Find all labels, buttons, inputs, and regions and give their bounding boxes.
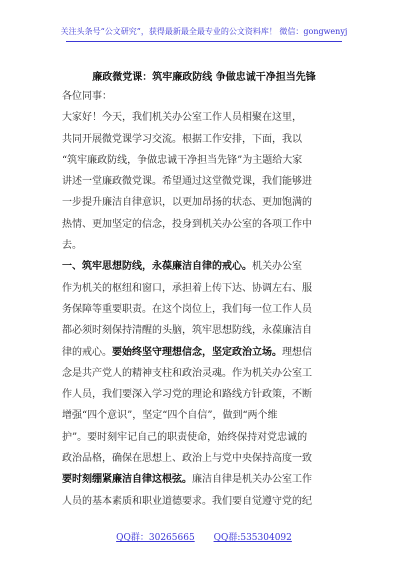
emphasis-text: 要时刻绷紧廉洁自律这根弦。: [62, 474, 192, 486]
line-text: 人员的基本素质和职业道德要求。我们要自觉遵守党的纪: [62, 495, 312, 507]
line-text: 作人员，我们要深入学习党的理论和路线方针政策，不断: [62, 389, 312, 401]
body-line: [62, 192, 348, 213]
emphasis-text: 要始终坚守理想信念，坚定政治立场。: [112, 346, 282, 358]
body-line: [62, 171, 348, 192]
body-line: [62, 150, 348, 171]
line-text: 务保障等重要职责。在这个岗位上，我们每一位工作人员: [62, 303, 312, 315]
promo-divider: [66, 41, 342, 42]
line-text: 都必须时刻保持清醒的头脑，筑牢思想防线，永葆廉洁自: [62, 325, 312, 337]
body-line: [62, 107, 348, 128]
body-line: [62, 278, 348, 299]
line-text: 共同开展微党课学习交流。根据工作安排，下面，我以: [62, 133, 302, 145]
line-text: 一步提升廉洁自律意识，以更加昂扬的状态、更加饱满的: [62, 197, 312, 209]
body-line: [62, 491, 348, 512]
line-text: 作为机关的枢纽和窗口，承担着上传下达、协调左右、服: [62, 282, 312, 294]
body-line: [62, 427, 348, 448]
emphasis-text: 一、筑牢思想防线，永葆廉洁自律的戒心。: [62, 261, 252, 273]
qq-group-link-1[interactable]: QQ群：30265665: [116, 533, 195, 543]
document-title: 廉政微党课：筑牢廉政防线 争做忠诚干净担当先锋: [92, 72, 316, 83]
body-line: [62, 129, 348, 150]
line-text: “筑牢廉政防线，争做忠诚干净担当先锋”为主题给大家: [62, 154, 303, 166]
line-text: 热情、更加坚定的信念，投身到机关办公室的各项工作中: [62, 218, 312, 230]
promo-link[interactable]: 关注头条号“公文研究”，获得最新最全最专业的公文资料库！ 微信：gongwenyj: [60, 27, 348, 36]
body-line: [62, 342, 348, 363]
body-line: [62, 256, 348, 277]
line-text: 护”。要时刻牢记自己的职责使命，始终保持对党忠诚的: [62, 431, 308, 443]
line-text: 理想信: [282, 346, 312, 358]
footer-contacts: [0, 530, 408, 543]
body-line: [62, 320, 348, 341]
body-line: [62, 299, 348, 320]
body-line: [62, 384, 348, 405]
line-text: 增强“四个意识”，坚定“四个自信”，做到“两个维: [62, 410, 278, 422]
line-text: 廉洁自律是机关办公室工作: [192, 474, 312, 486]
body-text: [62, 107, 348, 512]
promo-header: [0, 0, 408, 44]
body-line: [62, 363, 348, 384]
document-body: [62, 86, 348, 512]
line-text: 去。: [62, 240, 82, 252]
line-text: 大家好！今天，我们机关办公室工作人员相聚在这里，: [62, 112, 302, 124]
body-line: [62, 469, 348, 490]
qq-group-link-2[interactable]: QQ群:535304092: [213, 533, 292, 543]
body-line: [62, 405, 348, 426]
line-text: 讲述一堂廉政微党课。希望通过这堂微党课，我们能够进: [62, 176, 312, 188]
salutation: 各位同事：: [62, 91, 112, 102]
line-text: 机关办公室: [252, 261, 302, 273]
body-line: [62, 235, 348, 256]
line-text: 念是共产党人的精神支柱和政治灵魂。作为机关办公室工: [62, 367, 312, 379]
body-line: [62, 214, 348, 235]
line-text: 政治品格，确保在思想上、政治上与党中央保持高度一致: [62, 453, 312, 465]
line-text: 律的戒心。: [62, 346, 112, 358]
body-line: [62, 448, 348, 469]
